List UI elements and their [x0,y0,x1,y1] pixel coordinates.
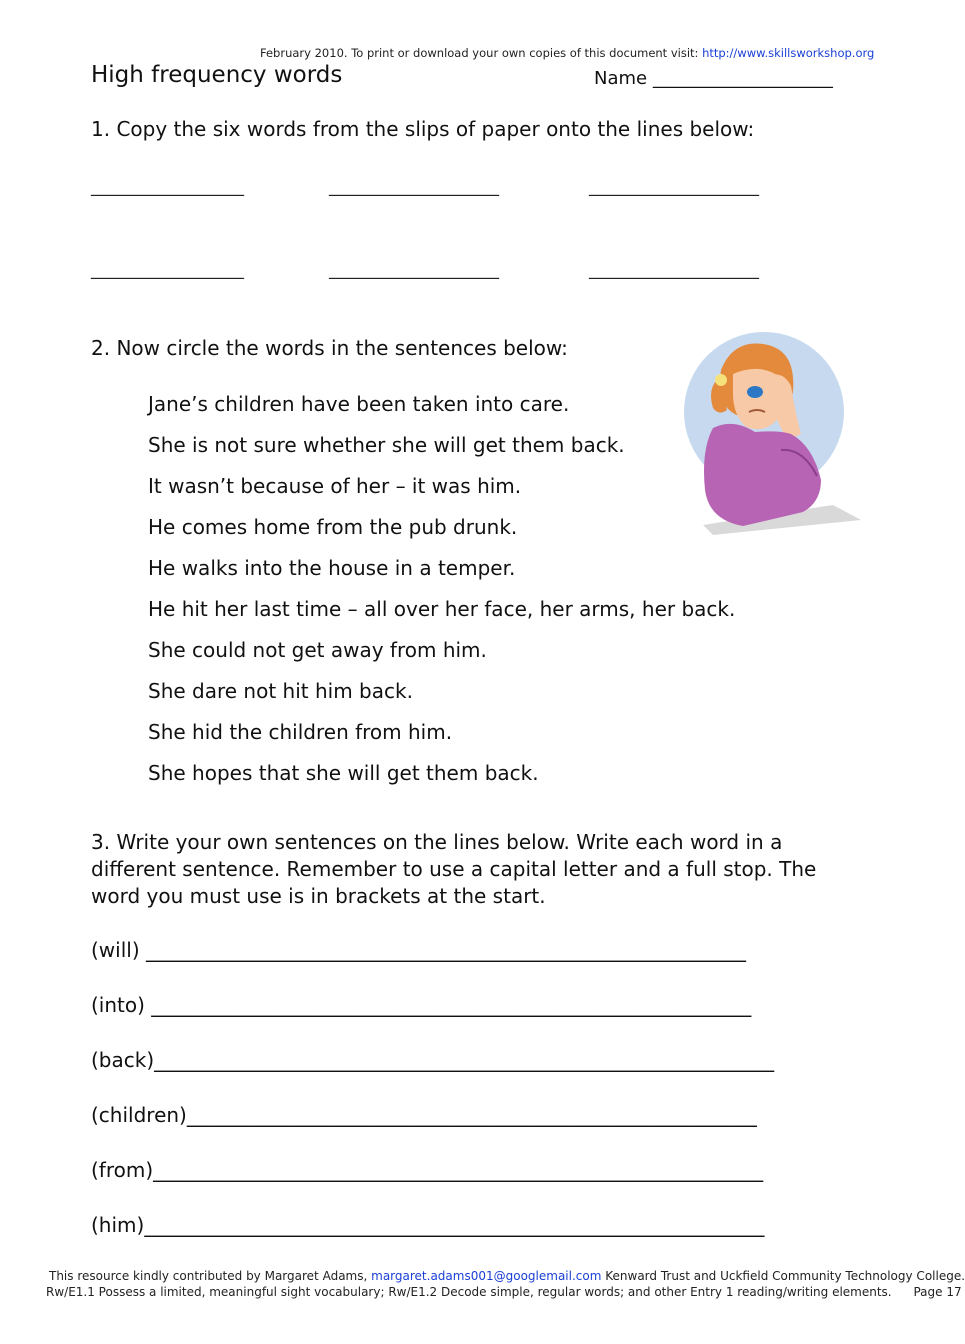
copy-line-1[interactable]: __________________ [91,177,244,197]
bruised-eye [747,386,763,398]
write-line-him[interactable]: (him)______________________________________________________________ [91,1213,765,1237]
upset-girl-illustration [683,330,863,535]
sentence-4[interactable]: He comes home from the pub drunk. [148,515,518,539]
copy-line-5[interactable]: ____________________ [329,260,499,280]
sentence-8[interactable]: She dare not hit him back. [148,679,413,703]
sentence-3[interactable]: It wasn’t because of her – it was him. [148,474,522,498]
header-note-text: February 2010. To print or download your own copies of this document visit: [260,46,699,60]
write-line-back[interactable]: (back)______________________________________________________________ [91,1048,775,1072]
footer-credit-text: This resource kindly contributed by Margaret Adams, [49,1269,368,1283]
sentence-1[interactable]: Jane’s children have been taken into care. [148,392,570,416]
write-line-into[interactable]: (into) ____________________________________________________________ [91,993,752,1017]
footer-curriculum-text: Rw/E1.1 Possess a limited, meaningful sight vocabulary; Rw/E1.2 Decode simple, regular words; and other Entry 1 reading/writing elements. [46,1285,892,1299]
page-title: High frequency words [91,62,343,88]
sentence-5[interactable]: He walks into the house in a temper. [148,556,516,580]
footer-organisation: Kenward Trust and Uckfield Community Technology College. [605,1269,965,1283]
copy-line-2[interactable]: ____________________ [329,177,499,197]
write-line-children[interactable]: (children)_________________________________________________________ [91,1103,757,1127]
name-field[interactable]: Name ____________________ [594,68,833,89]
page-number: Page 17 [913,1285,962,1299]
header-note [260,46,874,60]
sentence-10[interactable]: She hopes that she will get them back. [148,761,539,785]
question-1-prompt: 1. Copy the six words from the slips of paper onto the lines below: [91,117,755,141]
footer-credit [49,1269,965,1283]
sentence-2[interactable]: She is not sure whether she will get them back. [148,433,625,457]
sentence-7[interactable]: She could not get away from him. [148,638,487,662]
copy-line-6[interactable]: ____________________ [589,260,759,280]
sentence-9[interactable]: She hid the children from him. [148,720,453,744]
question-2-prompt: 2. Now circle the words in the sentences below: [91,336,568,360]
website-link[interactable]: http://www.skillsworkshop.org [702,46,875,60]
footer-curriculum [46,1285,962,1299]
copy-line-4[interactable]: __________________ [91,260,244,280]
question-3-prompt: 3. Write your own sentences on the lines below. Write each word in a different sentence. Remember to use a capital letter and a full stop. The word you must use is in brackets at the start. [91,830,817,908]
copy-line-3[interactable]: ____________________ [589,177,759,197]
sentence-6[interactable]: He hit her last time – all over her face, her arms, her back. [148,597,736,621]
hair-bow [715,374,727,386]
email-link[interactable]: margaret.adams001@googlemail.com [371,1269,602,1283]
write-line-from[interactable]: (from)_____________________________________________________________ [91,1158,764,1182]
write-line-will[interactable]: (will) ____________________________________________________________ [91,938,746,962]
